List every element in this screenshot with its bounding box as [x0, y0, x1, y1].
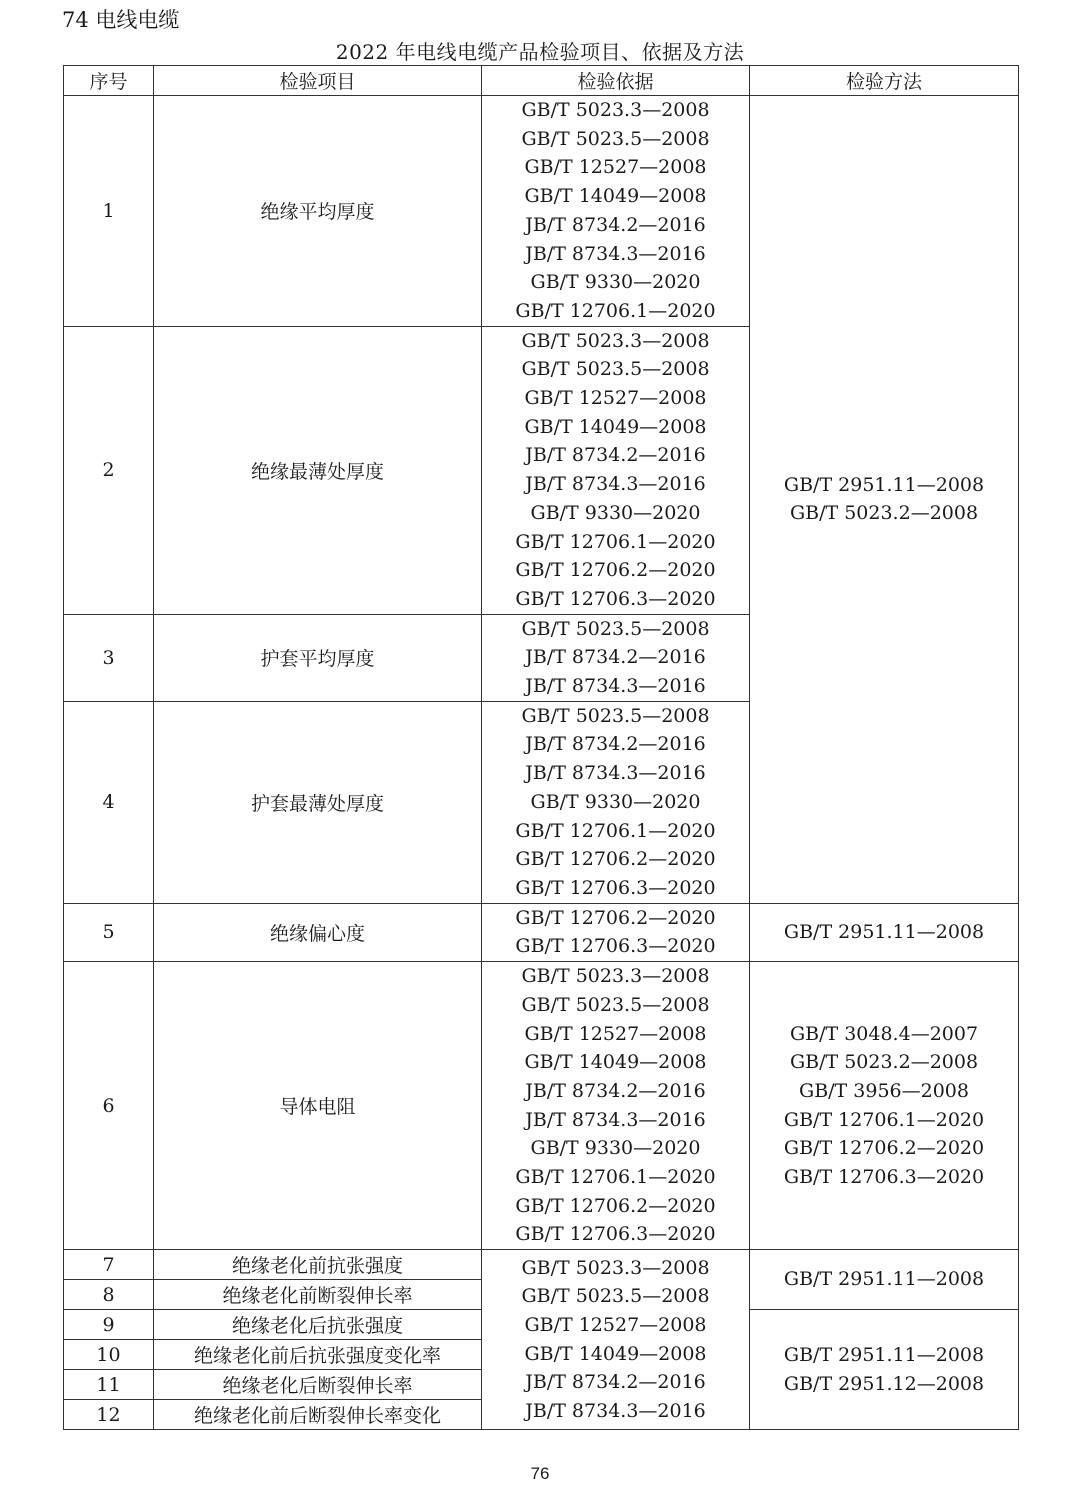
basis-standard: JB/T 8734.2—2016: [525, 733, 706, 756]
basis-standard: GB/T 5023.5—2008: [521, 617, 710, 640]
basis-cell: [482, 701, 750, 903]
basis-standard: GB/T 5023.3—2008: [521, 1256, 710, 1279]
basis-standard: GB/T 14049—2008: [524, 1342, 707, 1365]
method-cell: [750, 903, 1019, 961]
inspection-item: 护套最薄处厚度: [154, 701, 482, 903]
method-standard: GB/T 5023.2—2008: [789, 1051, 979, 1074]
basis-standard: GB/T 5023.5—2008: [521, 704, 710, 727]
column-header-method: 检验方法: [750, 66, 1019, 96]
basis-standard: GB/T 12706.1—2020: [515, 1166, 716, 1189]
basis-standard: GB/T 12706.3—2020: [515, 876, 716, 899]
basis-standard: GB/T 12706.1—2020: [515, 530, 716, 553]
basis-standard: GB/T 5023.3—2008: [521, 99, 710, 121]
method-standard: GB/T 2951.11—2008: [783, 921, 985, 944]
basis-cell: [482, 614, 750, 701]
method-standard: GB/T 2951.12—2008: [783, 1372, 985, 1395]
column-header-item: 检验项目: [154, 66, 482, 96]
basis-standard: JB/T 8734.2—2016: [525, 1371, 706, 1394]
method-standard: GB/T 3956—2008: [799, 1079, 969, 1102]
basis-standard: GB/T 9330—2020: [530, 790, 701, 813]
basis-standard: GB/T 12706.1—2020: [515, 299, 716, 322]
basis-standard: JB/T 8734.3—2016: [525, 762, 706, 785]
inspection-item: 绝缘老化后断裂伸长率: [154, 1370, 482, 1400]
basis-standard: GB/T 14049—2008: [524, 1051, 707, 1074]
basis-standard: GB/T 5023.5—2008: [521, 358, 710, 381]
inspection-item: 绝缘老化后抗张强度: [154, 1310, 482, 1340]
basis-standard: JB/T 8734.2—2016: [525, 1079, 706, 1102]
row-number: 6: [64, 962, 154, 1250]
column-header-basis: 检验依据: [482, 66, 750, 96]
column-header-no: 序号: [64, 66, 154, 96]
row-number: 8: [64, 1280, 154, 1310]
row-number: 5: [64, 903, 154, 961]
basis-standard: GB/T 9330—2020: [530, 271, 701, 294]
method-cell: [750, 96, 1019, 904]
row-number: 9: [64, 1310, 154, 1340]
row-number: 10: [64, 1340, 154, 1370]
table-row: [64, 903, 1019, 961]
basis-cell: [482, 96, 750, 327]
basis-standard: GB/T 5023.5—2008: [521, 1285, 710, 1308]
basis-standard: JB/T 8734.2—2016: [525, 646, 706, 669]
basis-standard: GB/T 12527—2008: [524, 156, 707, 179]
row-number: 1: [64, 96, 154, 327]
basis-cell: [482, 903, 750, 961]
table-row: [64, 96, 1019, 327]
basis-standard: GB/T 12706.2—2020: [515, 559, 716, 582]
basis-standard: GB/T 9330—2020: [530, 501, 701, 524]
row-number: 2: [64, 326, 154, 614]
inspection-item: 绝缘老化前后断裂伸长率变化: [154, 1400, 482, 1430]
basis-standard: GB/T 12706.3—2020: [515, 1223, 716, 1246]
basis-standard: GB/T 12706.2—2020: [515, 906, 716, 929]
page-number: 76: [530, 1464, 550, 1483]
basis-standard: GB/T 14049—2008: [524, 185, 707, 208]
inspection-table: [63, 65, 1019, 1430]
basis-standard: GB/T 12706.2—2020: [515, 848, 716, 871]
method-standard: GB/T 12706.1—2020: [783, 1108, 985, 1131]
inspection-item: 护套平均厚度: [154, 614, 482, 701]
basis-standard: JB/T 8734.2—2016: [525, 213, 706, 236]
basis-standard: GB/T 5023.3—2008: [521, 965, 710, 988]
method-standard: GB/T 12706.3—2020: [783, 1166, 985, 1189]
method-standard: GB/T 2951.11—2008: [783, 1268, 985, 1291]
inspection-item: 绝缘老化前抗张强度: [154, 1250, 482, 1280]
basis-standard: JB/T 8734.3—2016: [525, 242, 706, 265]
basis-standard: GB/T 12706.2—2020: [515, 1194, 716, 1217]
method-cell: [750, 962, 1019, 1250]
inspection-item: 绝缘最薄处厚度: [154, 326, 482, 614]
method-standard: GB/T 5023.2—2008: [789, 502, 979, 525]
basis-standard: JB/T 8734.3—2016: [525, 1108, 706, 1131]
basis-cell: [482, 962, 750, 1250]
row-number: 4: [64, 701, 154, 903]
basis-standard: JB/T 8734.2—2016: [525, 444, 706, 467]
row-number: 3: [64, 614, 154, 701]
basis-standard: GB/T 12527—2008: [524, 1313, 707, 1336]
method-cell: [750, 1250, 1019, 1310]
basis-standard: GB/T 14049—2008: [524, 415, 707, 438]
method-cell: [750, 1310, 1019, 1430]
basis-standard: GB/T 9330—2020: [530, 1137, 701, 1160]
basis-standard: GB/T 5023.3—2008: [521, 329, 710, 352]
basis-standard: GB/T 12527—2008: [524, 1022, 707, 1045]
inspection-item: 绝缘老化前后抗张强度变化率: [154, 1340, 482, 1370]
page-header: 74 电线电缆: [62, 8, 180, 32]
basis-standard: JB/T 8734.3—2016: [525, 473, 706, 496]
inspection-item: 导体电阻: [154, 962, 482, 1250]
method-standard: GB/T 2951.11—2008: [783, 1343, 985, 1366]
basis-standard: GB/T 5023.5—2008: [521, 127, 710, 150]
row-number: 7: [64, 1250, 154, 1280]
basis-standard: JB/T 8734.3—2016: [525, 675, 706, 698]
table-header-row: [64, 66, 1019, 96]
basis-standard: GB/T 5023.5—2008: [521, 993, 710, 1016]
inspection-item: 绝缘平均厚度: [154, 96, 482, 327]
basis-standard: GB/T 12706.3—2020: [515, 587, 716, 610]
row-number: 11: [64, 1370, 154, 1400]
row-number: 12: [64, 1400, 154, 1430]
inspection-item: 绝缘老化前断裂伸长率: [154, 1280, 482, 1310]
basis-standard: GB/T 12706.3—2020: [515, 935, 716, 958]
table-title: 2022 年电线电缆产品检验项目、依据及方法: [335, 40, 745, 64]
method-standard: GB/T 2951.11—2008: [783, 473, 985, 496]
basis-cell: [482, 1250, 750, 1430]
basis-cell: [482, 326, 750, 614]
method-standard: GB/T 12706.2—2020: [783, 1137, 985, 1160]
table-row: [64, 1250, 1019, 1280]
table-row: [64, 962, 1019, 1250]
inspection-item: 绝缘偏心度: [154, 903, 482, 961]
basis-standard: JB/T 8734.3—2016: [525, 1400, 706, 1423]
basis-standard: GB/T 12706.1—2020: [515, 819, 716, 842]
basis-standard: GB/T 12527—2008: [524, 387, 707, 410]
method-standard: GB/T 3048.4—2007: [789, 1022, 979, 1045]
